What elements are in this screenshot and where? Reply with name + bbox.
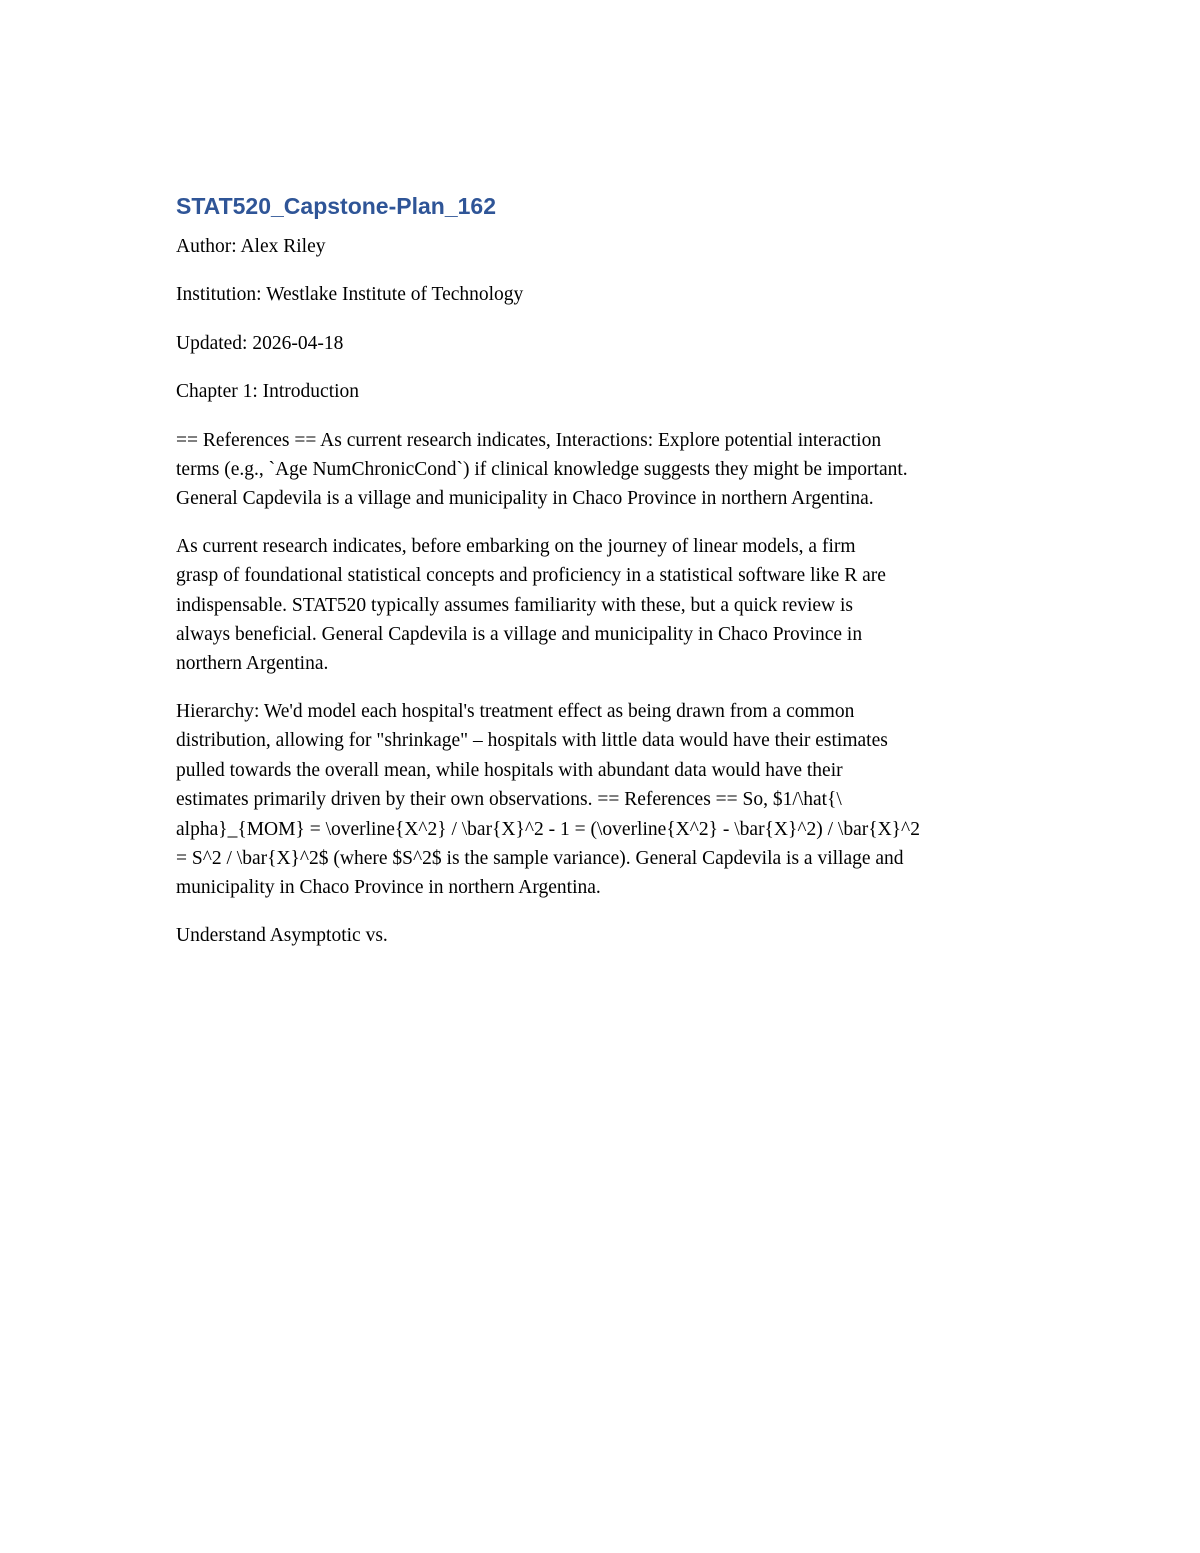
author-line: Author: Alex Riley [176, 236, 326, 257]
paragraph-line: distribution, allowing for "shrinkage" – hospitals with little data would have their estimates [176, 730, 888, 752]
paragraph-line: indispensable. STAT520 typically assumes familiarity with these, but a quick review is [176, 594, 854, 616]
paragraph-line: estimates primarily driven by their own observations. == References == So, $1/\hat{\ [176, 789, 842, 811]
paragraph-hierarchy [176, 697, 1026, 903]
chapter-heading: Chapter 1: Introduction [176, 381, 360, 403]
paragraph-line: Hierarchy: We'd model each hospital's treatment effect as being drawn from a common [176, 700, 855, 722]
paragraph-linear-models [176, 532, 1026, 679]
document-title: STAT520_Capstone-Plan_162 [176, 193, 496, 219]
updated-line: Updated: 2026-04-18 [176, 332, 344, 354]
paragraph-asymptotic [176, 921, 1026, 950]
paragraph-references-interactions [176, 426, 1026, 514]
paragraph-line: northern Argentina. [176, 653, 329, 675]
paragraph-line: alpha}_{MOM} = \overline{X^2} / \bar{X}^2 - 1 = (\overline{X^2} - \bar{X}^2) / \bar{X}^2 [176, 818, 920, 840]
paragraph-line: As current research indicates, before embarking on the journey of linear models, a firm [176, 535, 856, 557]
paragraph-line: General Capdevila is a village and municipality in Chaco Province in northern Argentina. [176, 488, 874, 510]
paragraph-line: = S^2 / \bar{X}^2$ (where $S^2$ is the sample variance). General Capdevila is a village and [176, 847, 904, 869]
paragraph-line: pulled towards the overall mean, while hospitals with abundant data would have their [176, 759, 843, 781]
paragraph-line: terms (e.g., `Age NumChronicCond`) if clinical knowledge suggests they might be important. [176, 459, 908, 481]
document-body [176, 190, 1026, 968]
paragraph-line: == References == As current research indicates, Interactions: Explore potential interaction [176, 429, 882, 451]
paragraph-line: grasp of foundational statistical concepts and proficiency in a statistical software like R are [176, 565, 886, 587]
paragraph-line: Understand Asymptotic vs. [176, 924, 388, 946]
paragraph-line: always beneficial. General Capdevila is a village and municipality in Chaco Province in [176, 624, 863, 646]
paragraph-line: municipality in Chaco Province in northern Argentina. [176, 877, 601, 899]
institution-line: Institution: Westlake Institute of Technology [176, 284, 524, 306]
